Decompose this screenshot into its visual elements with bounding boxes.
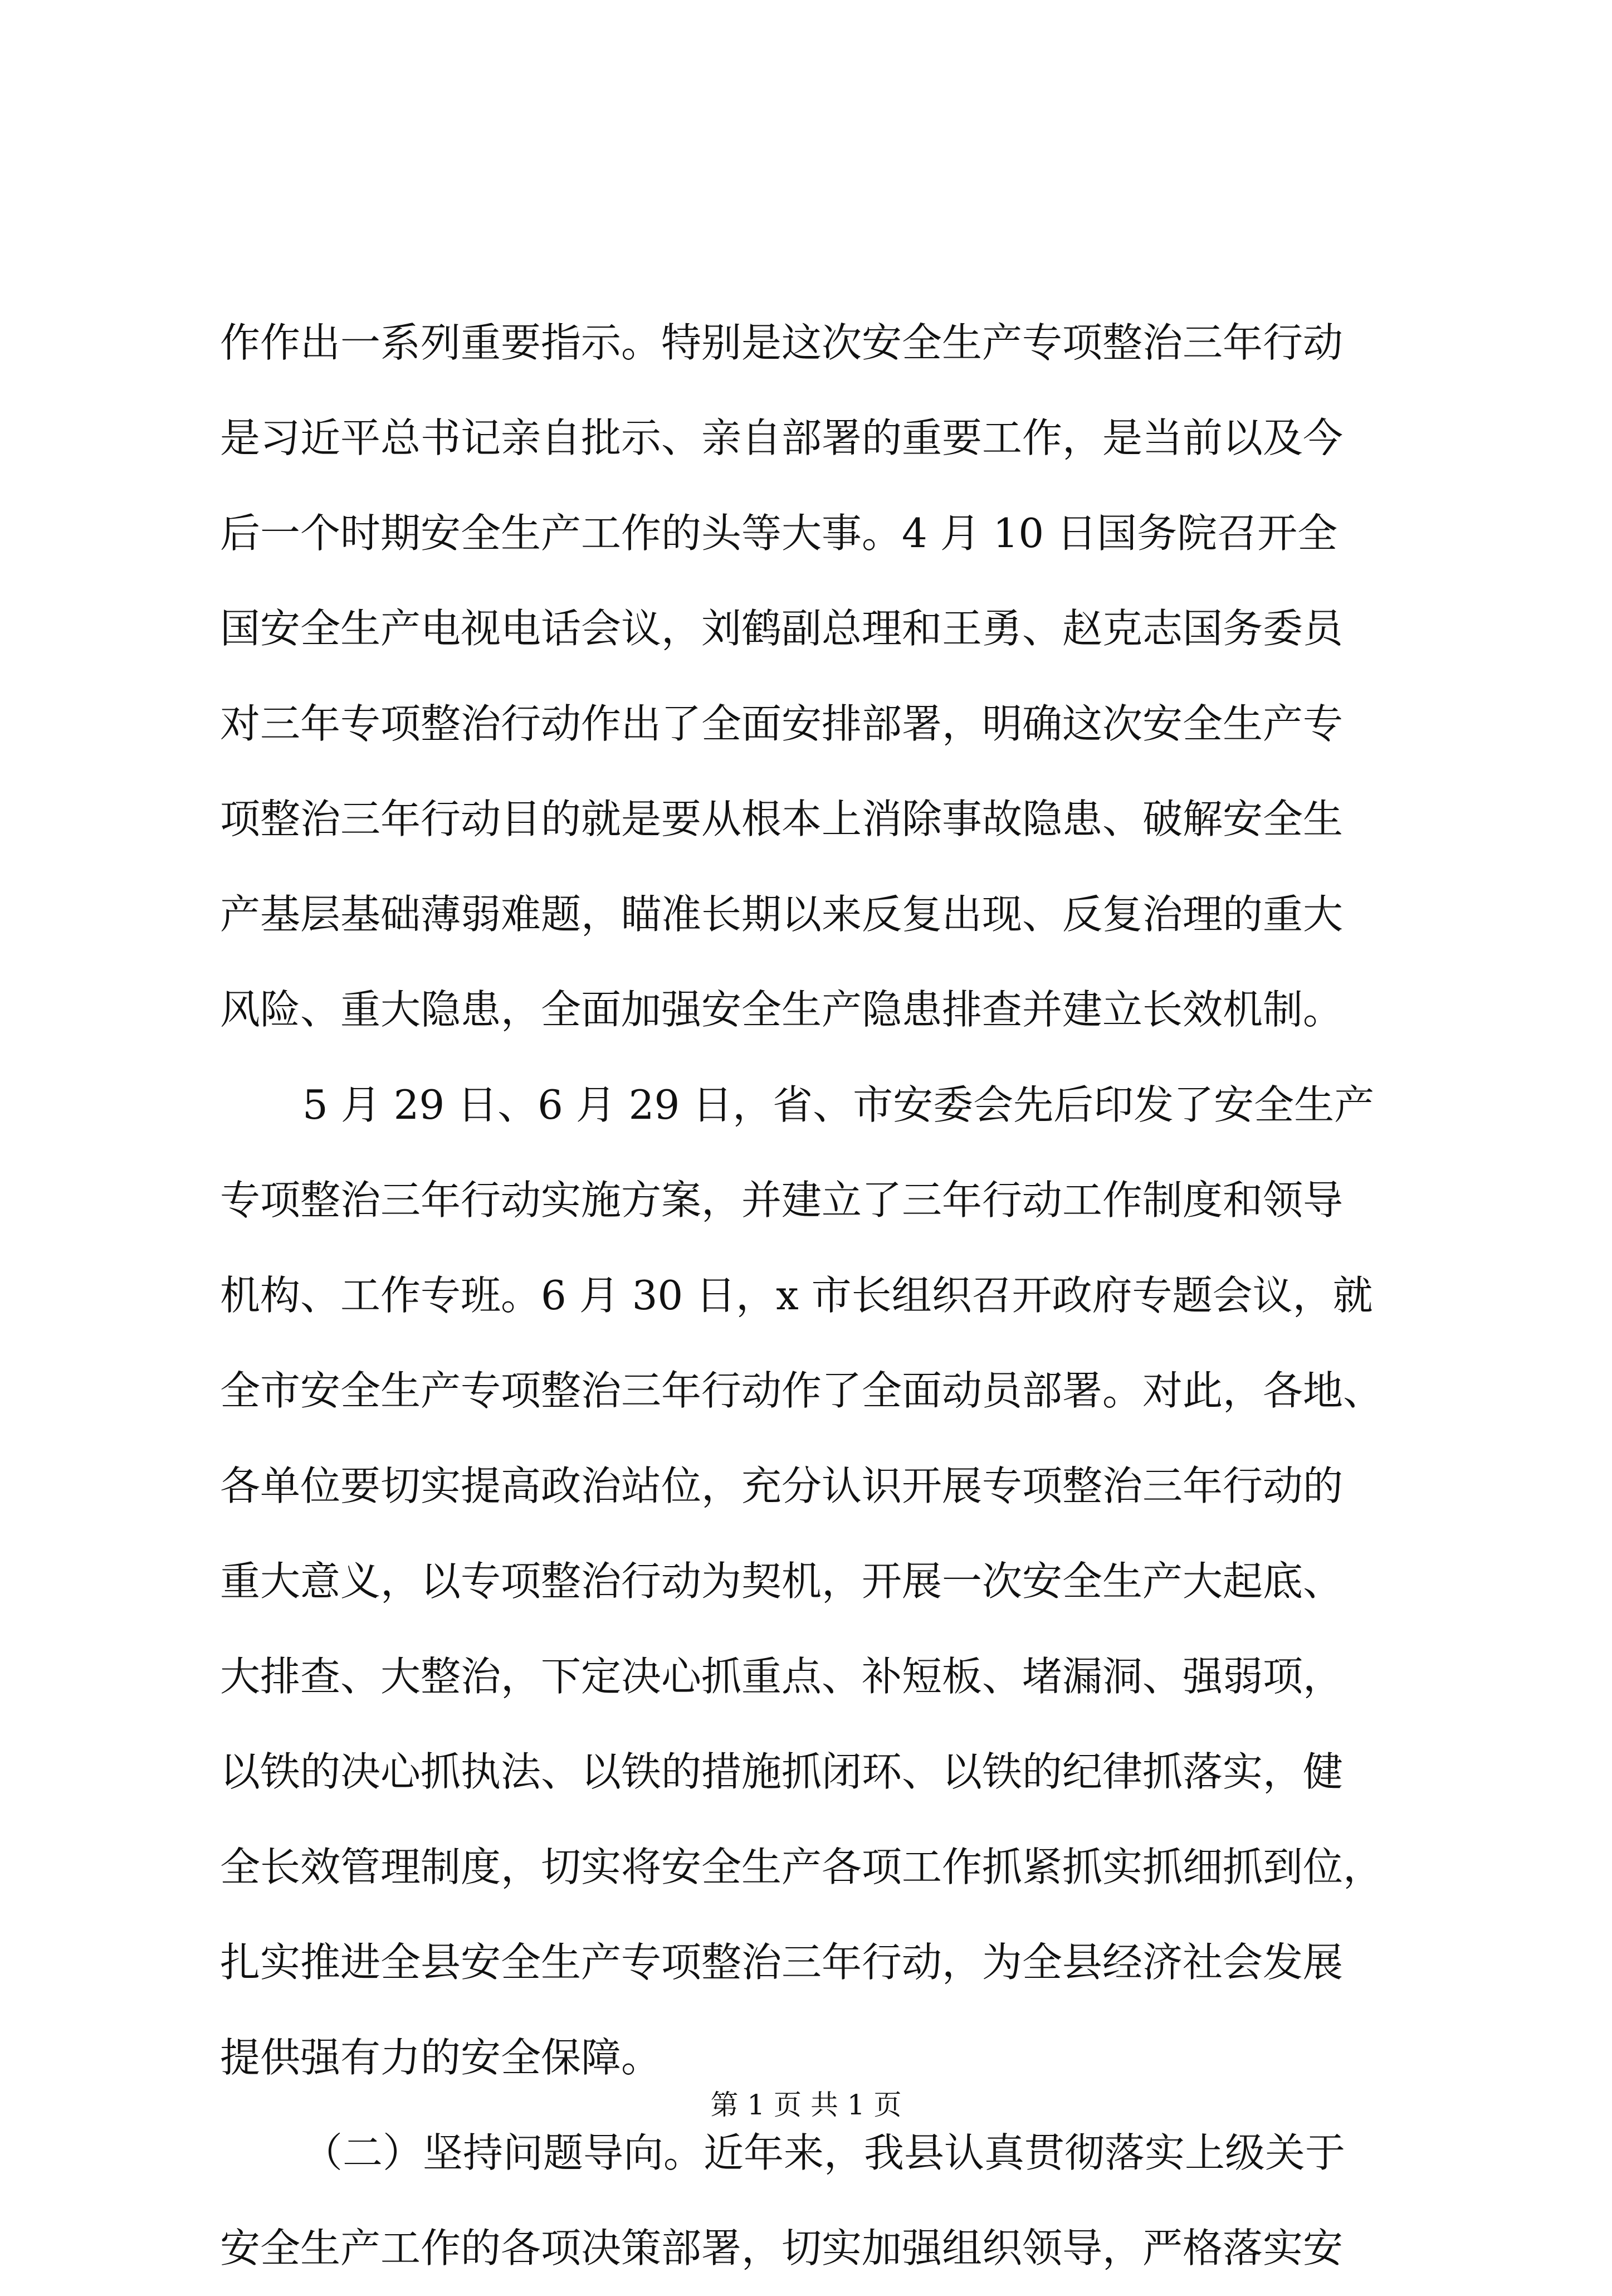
text-line: 对三年专项整治行动作出了全面安排部署，明确这次安全生产专 bbox=[220, 700, 1344, 747]
paragraph-1 bbox=[220, 295, 1420, 1057]
paragraph-2 bbox=[220, 1057, 1420, 2105]
page-footer: 第 1 页 共 1 页 bbox=[710, 2089, 902, 2121]
text-line: 风险、重大隐患，全面加强安全生产隐患排查并建立长效机制。 bbox=[220, 986, 1344, 1033]
text-line: 后一个时期安全生产工作的头等大事。4 月 10 日国务院召开全 bbox=[220, 510, 1338, 557]
text-line: 各单位要切实提高政治站位，充分认识开展专项整治三年行动的 bbox=[220, 1463, 1344, 1509]
text-line: 大排查、大整治，下定决心抓重点、补短板、堵漏洞、强弱项， bbox=[220, 1653, 1344, 1700]
text-line: 以铁的决心抓执法、以铁的措施抓闭环、以铁的纪律抓落实，健 bbox=[220, 1748, 1344, 1795]
text-line: 全长效管理制度，切实将安全生产各项工作抓紧抓实抓细抓到位， bbox=[220, 1844, 1384, 1890]
text-line: 专项整治三年行动实施方案，并建立了三年行动工作制度和领导 bbox=[220, 1177, 1344, 1223]
text-line: （二）坚持问题导向。近年来，我县认真贯彻落实上级关于 bbox=[302, 2129, 1346, 2176]
text-line: 全市安全生产专项整治三年行动作了全面动员部署。对此，各地、 bbox=[220, 1367, 1384, 1414]
text-line: 是习近平总书记亲自批示、亲自部署的重要工作，是当前以及今 bbox=[220, 415, 1344, 461]
text-line: 作作出一系列重要指示。特别是这次安全生产专项整治三年行动 bbox=[220, 319, 1344, 366]
text-line: 重大意义，以专项整治行动为契机，开展一次安全生产大起底、 bbox=[220, 1558, 1344, 1605]
text-line: 5 月 29 日、6 月 29 日，省、市安委会先后印发了安全生产 bbox=[302, 1081, 1375, 1128]
document-body bbox=[220, 295, 1420, 2296]
paragraph-3 bbox=[220, 2105, 1420, 2296]
text-line: 扎实推进全县安全生产专项整治三年行动，为全县经济社会发展 bbox=[220, 1939, 1344, 1986]
text-line: 国安全生产电视电话会议，刘鹤副总理和王勇、赵克志国务委员 bbox=[220, 605, 1344, 652]
text-line: 项整治三年行动目的就是要从根本上消除事故隐患、破解安全生 bbox=[220, 796, 1344, 842]
text-line: 安全生产工作的各项决策部署，切实加强组织领导，严格落实安 bbox=[220, 2225, 1344, 2271]
text-line: 产基层基础薄弱难题，瞄准长期以来反复出现、反复治理的重大 bbox=[220, 891, 1344, 938]
text-line: 机构、工作专班。6 月 30 日，x 市长组织召开政府专题会议，就 bbox=[220, 1272, 1373, 1319]
text-line: 提供强有力的安全保障。 bbox=[220, 2034, 662, 2081]
